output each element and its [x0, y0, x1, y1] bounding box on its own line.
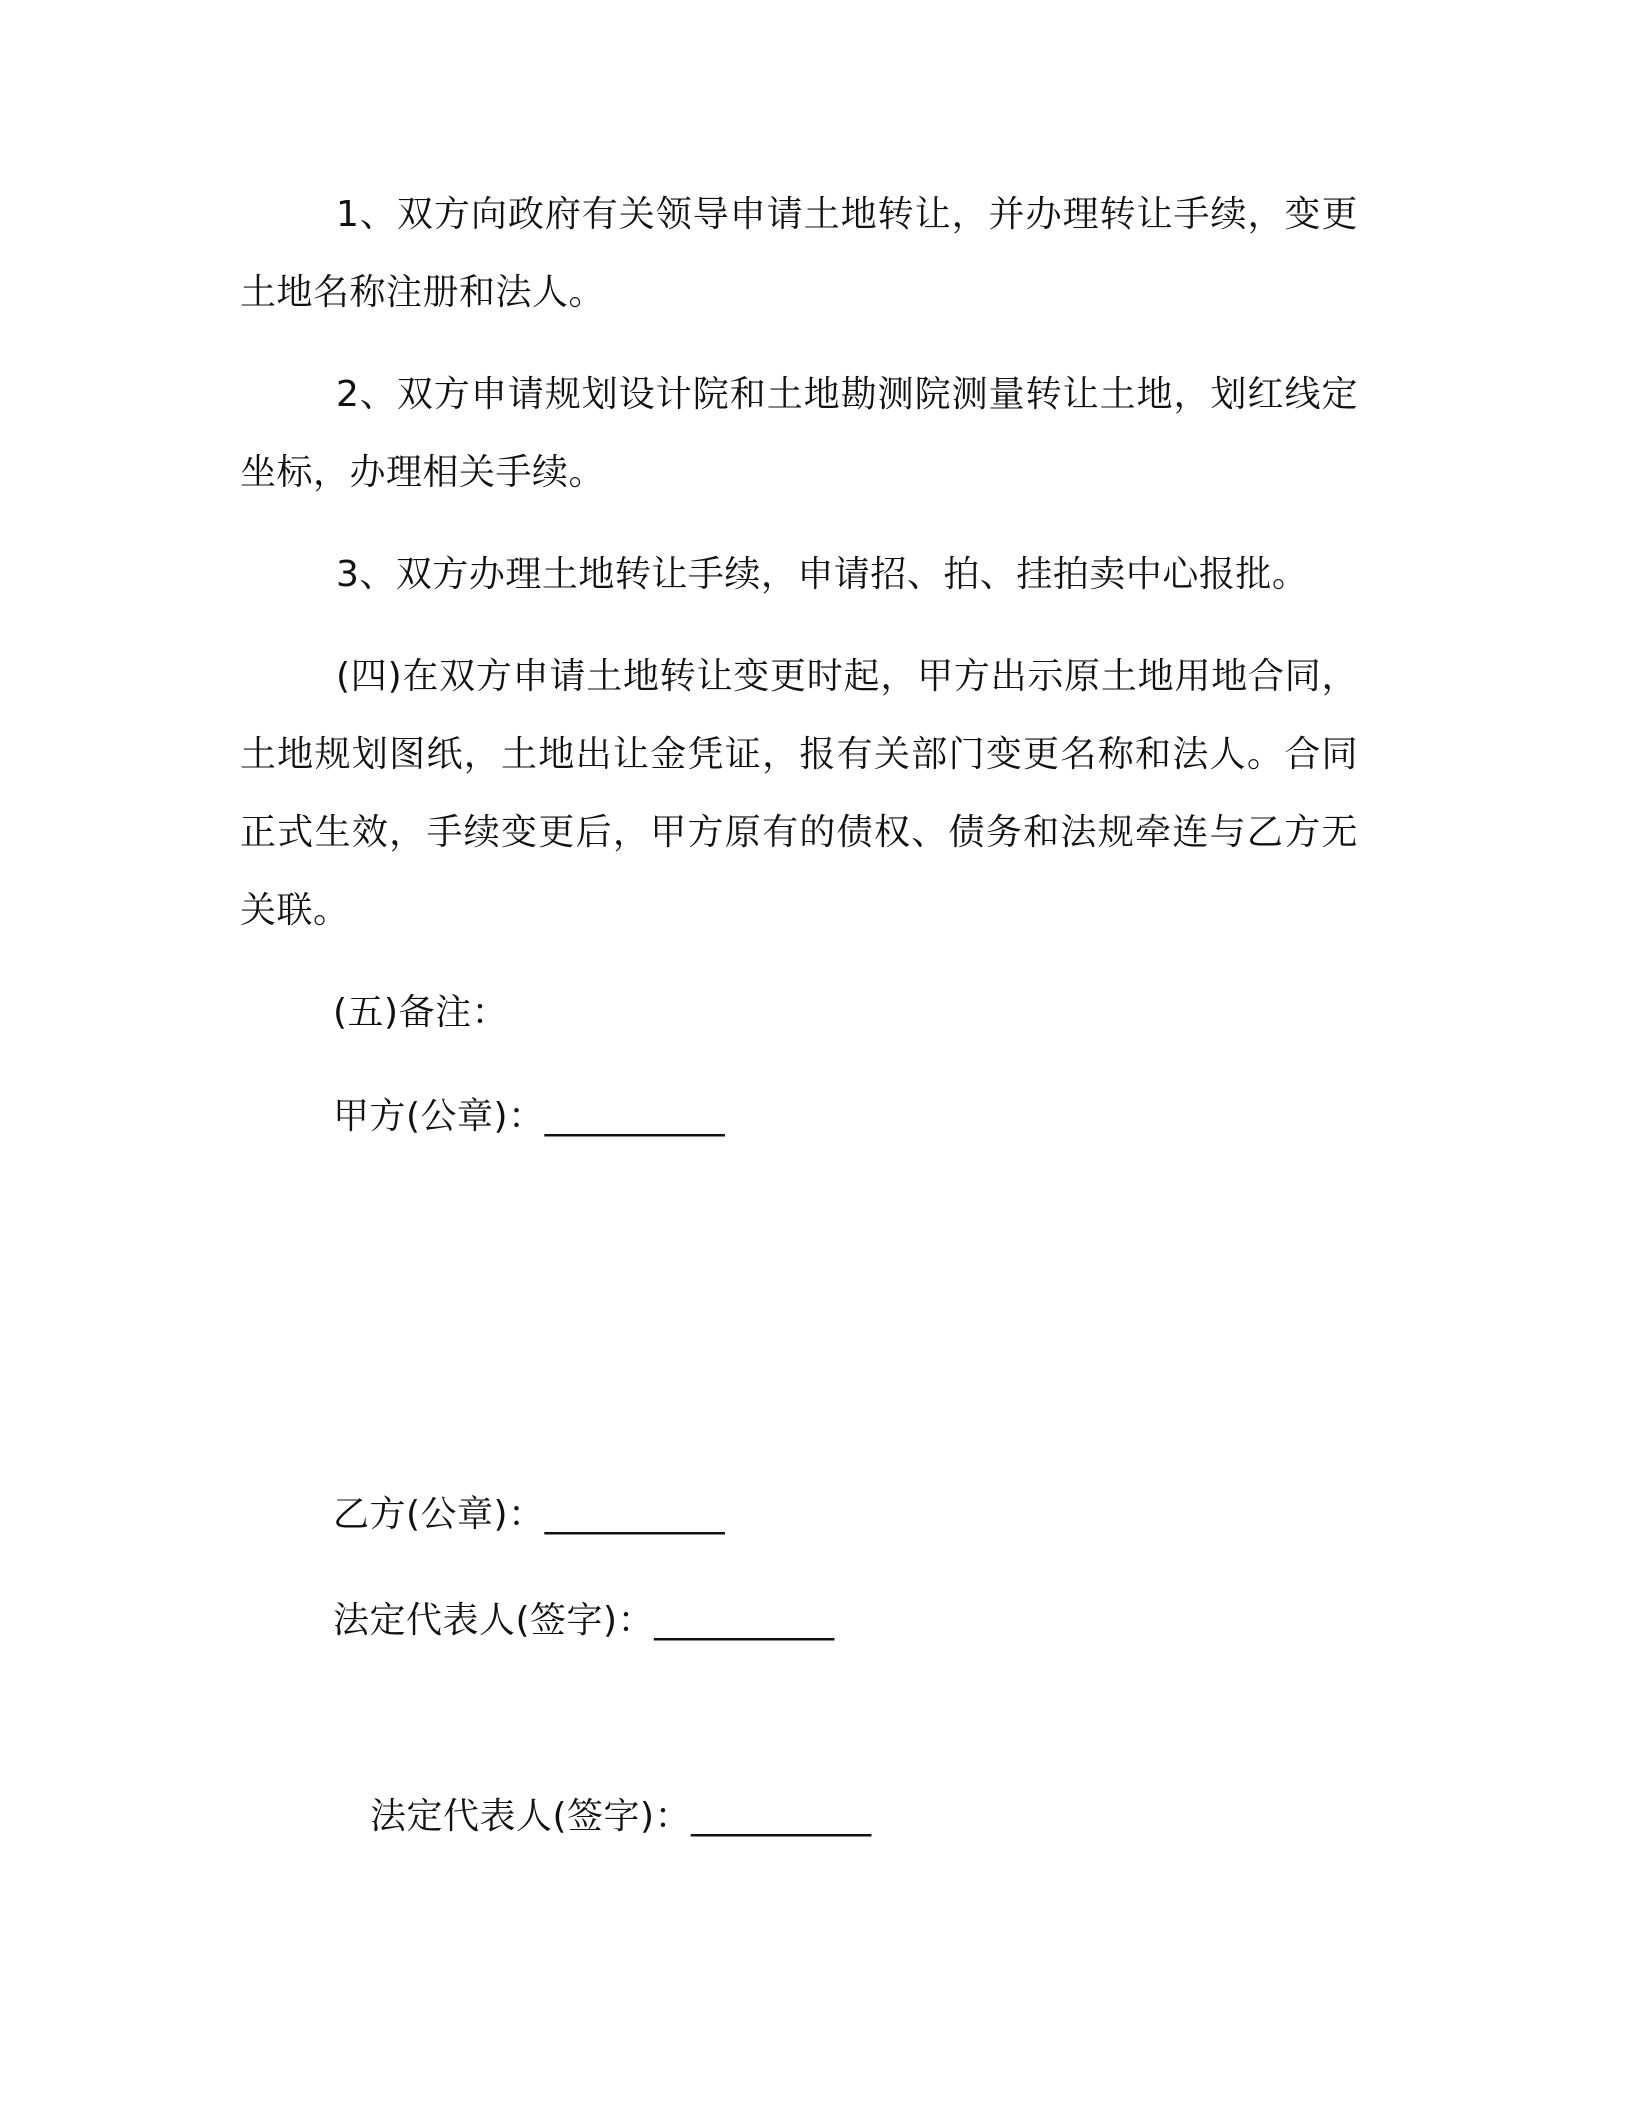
party-a-seal-label: 甲方(公章)：	[333, 1096, 545, 1137]
legal-rep-signature-line-2	[370, 1792, 871, 1842]
legal-rep-signature-blank-1[interactable]: __________	[654, 1600, 835, 1641]
party-b-seal-line	[333, 1490, 725, 1540]
clause-1-paragraph: 1、双方向政府有关领导申请土地转让，并办理转让手续，变更土地名称注册和法人。	[240, 194, 1358, 313]
legal-rep-signature-blank-2[interactable]: __________	[691, 1796, 872, 1837]
section-4-paragraph: (四)在双方申请土地转让变更时起，甲方出示原土地用地合同，土地规划图纸，土地出让金凭证，报有关部门变更名称和法人。合同正式生效，手续变更后，甲方原有的债权、债务和法规牵连与乙方无关联。	[240, 656, 1358, 931]
party-b-seal-label: 乙方(公章)：	[333, 1494, 545, 1535]
legal-rep-signature-line-1	[333, 1596, 834, 1646]
party-a-seal-line	[333, 1092, 725, 1142]
remarks-label: (五)备注：	[333, 992, 509, 1033]
legal-rep-signature-label-2: 法定代表人(签字)：	[370, 1796, 692, 1837]
clause-3-paragraph: 3、双方办理土地转让手续，申请招、拍、挂拍卖中心报批。	[336, 554, 1309, 595]
party-b-seal-blank[interactable]: __________	[544, 1494, 725, 1535]
clause-2-paragraph: 2、双方申请规划设计院和土地勘测院测量转让土地，划红线定坐标，办理相关手续。	[240, 374, 1358, 493]
legal-rep-signature-label-1: 法定代表人(签字)：	[333, 1600, 655, 1641]
party-a-seal-blank[interactable]: __________	[544, 1096, 725, 1137]
